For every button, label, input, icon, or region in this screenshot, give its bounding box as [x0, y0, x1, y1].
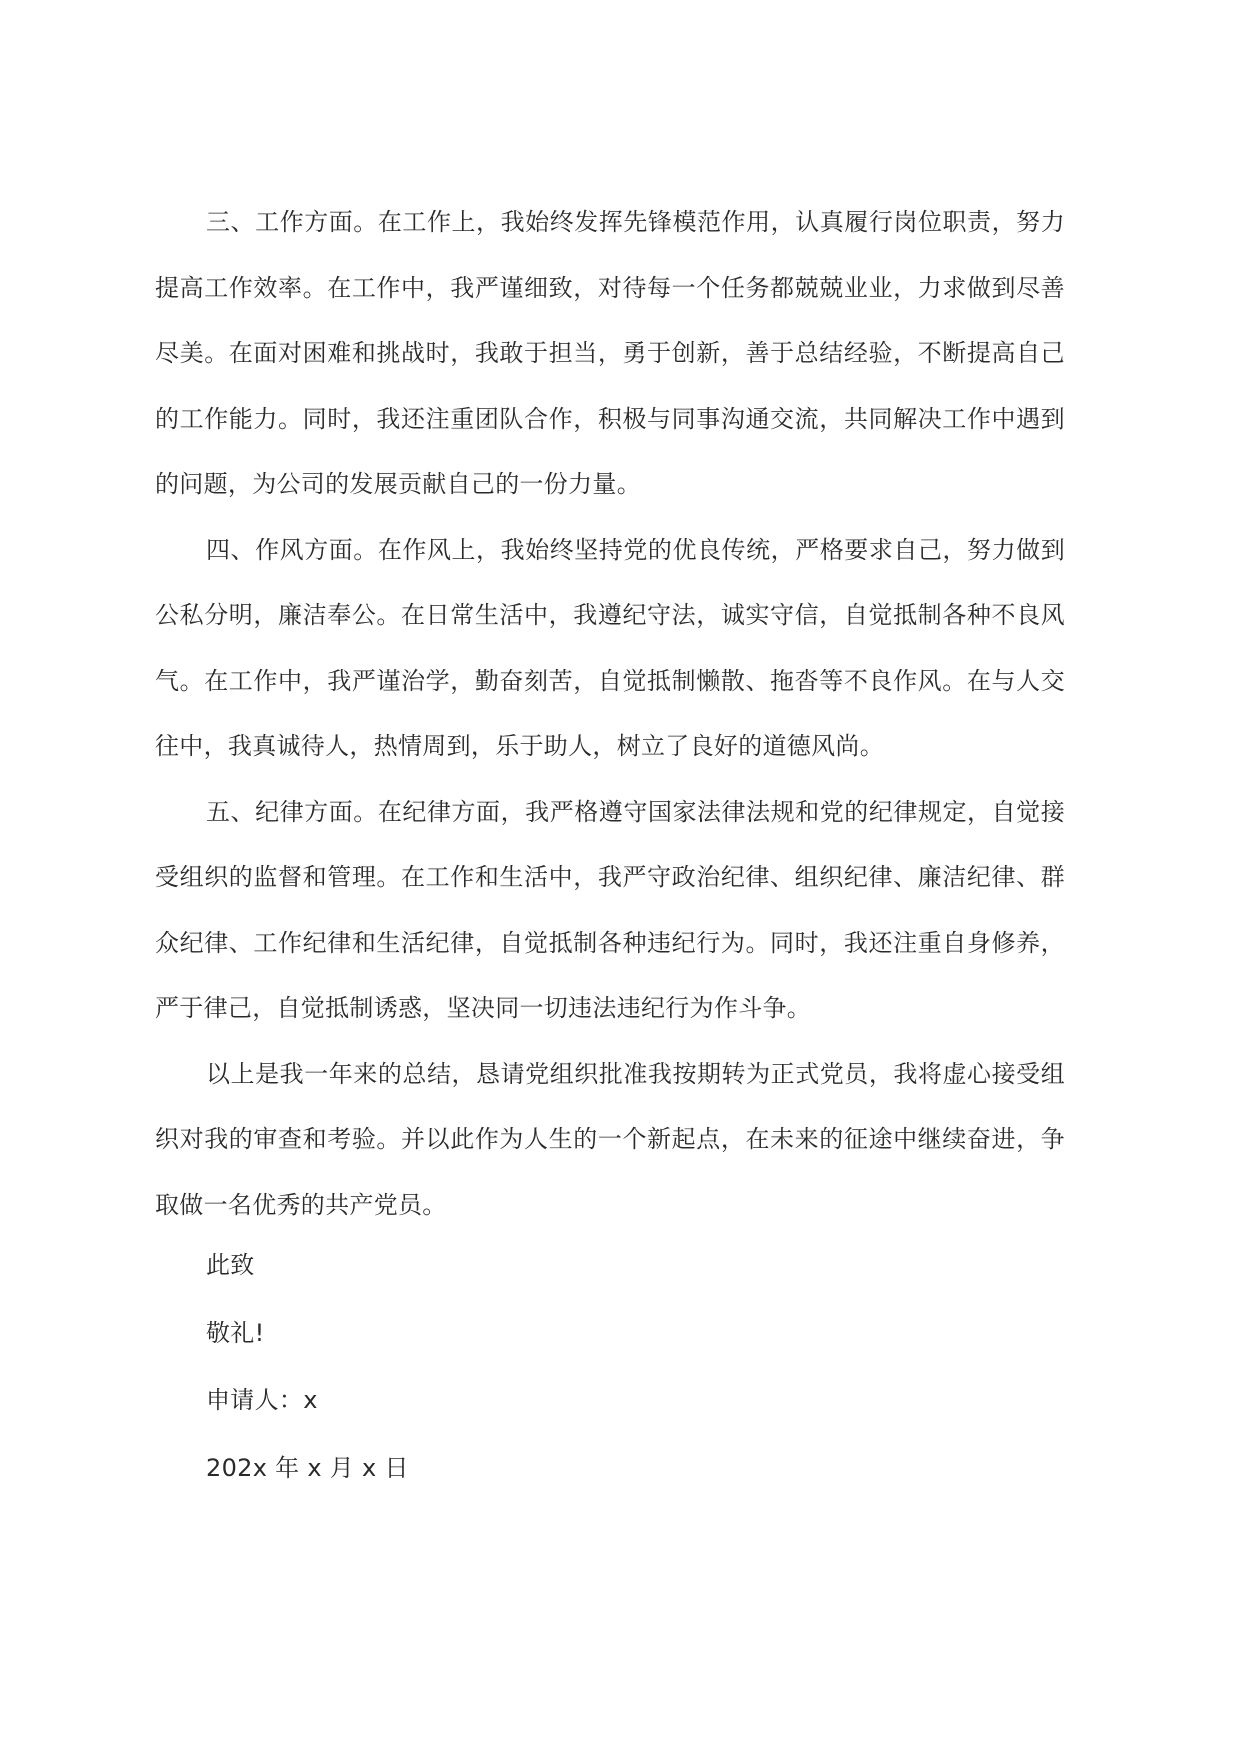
- applicant-signature: 申请人：x: [206, 1386, 318, 1414]
- paragraph-conclusion: 以上是我一年来的总结，恳请党组织批准我按期转为正式党员，我将虚心接受组织对我的审查和考验。并以此作为人生的一个新起点，在未来的征途中继续奋进，争取做一名优秀的共产党员。: [155, 1059, 1065, 1219]
- paragraph-work: 三、工作方面。在工作上，我始终发挥先锋模范作用，认真履行岗位职责，努力提高工作效率。在工作中，我严谨细致，对待每一个任务都兢兢业业，力求做到尽善尽美。在面对困难和挑战时，我敢于担当，勇于创新，善于总结经验，不断提高自己的工作能力。同时，我还注重团队合作，积极与同事沟通交流，共同解决工作中遇到的问题，为公司的发展贡献自己的一份力量。: [155, 208, 1065, 498]
- paragraph-style: 四、作风方面。在作风上，我始终坚持党的优良传统，严格要求自己，努力做到公私分明，廉洁奉公。在日常生活中，我遵纪守法，诚实守信，自觉抵制各种不良风气。在工作中，我严谨治学，勤奋刻苦，自觉抵制懒散、拖沓等不良作风。在与人交往中，我真诚待人，热情周到，乐于助人，树立了良好的道德风尚。: [155, 535, 1065, 760]
- document-body: [155, 190, 1065, 1238]
- paragraph-discipline: 五、纪律方面。在纪律方面，我严格遵守国家法律法规和党的纪律规定，自觉接受组织的监督和管理。在工作和生活中，我严守政治纪律、组织纪律、廉洁纪律、群众纪律、工作纪律和生活纪律，自觉抵制各种违纪行为。同时，我还注重自身修养，严于律己，自觉抵制诱惑，坚决同一切违法违纪行为作斗争。: [155, 797, 1065, 1022]
- closing-respect: 敬礼!: [206, 1319, 265, 1347]
- document-date: 202x 年 x 月 x 日: [206, 1454, 409, 1482]
- closing-salutation: 此致: [206, 1251, 255, 1279]
